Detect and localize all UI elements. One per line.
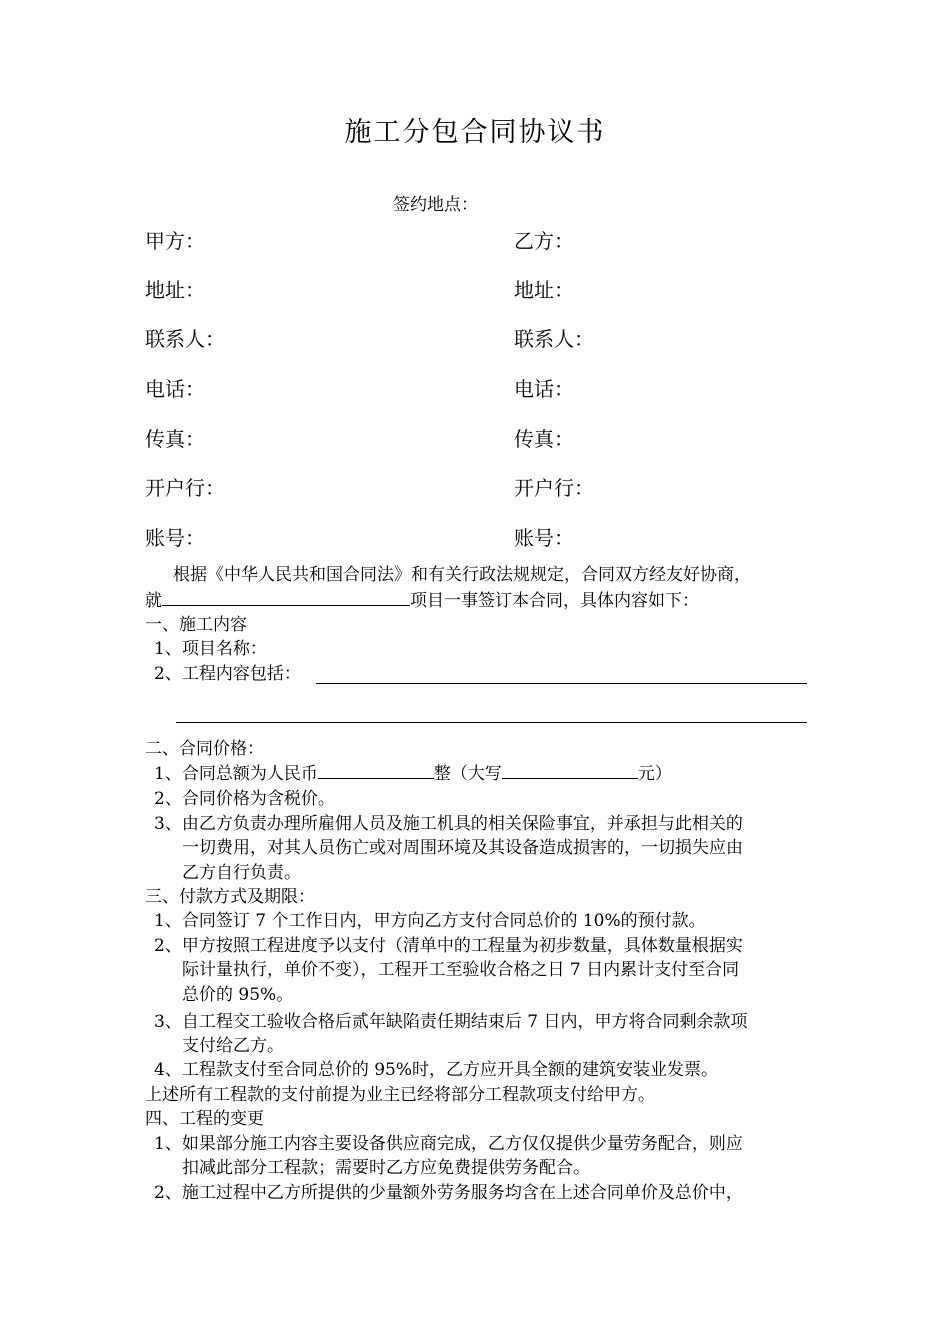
section-4-heading: 四、工程的变更 [145, 1109, 264, 1129]
contract-total-prefix: 1、合同总额为人民币 [154, 764, 318, 784]
party-a-fax-label: 传真： [145, 427, 205, 451]
party-b-contact-label: 联系人： [514, 327, 594, 351]
contract-total-suffix: 元） [637, 764, 672, 784]
preamble-suffix: 项目一事签订本合同，具体内容如下： [410, 591, 699, 611]
work-content-blank-line-1 [316, 683, 807, 684]
section-2-item-3-line-3: 乙方自行负责。 [182, 863, 301, 883]
section-1-item-1: 1、项目名称： [154, 639, 267, 659]
section-4-item-1-line-1: 1、如果部分施工内容主要设备供应商完成，乙方仅仅提供少量劳务配合，则应 [154, 1134, 743, 1154]
contract-total-middle: 整（大写 [433, 764, 502, 784]
section-2-item-2: 2、合同价格为含税价。 [154, 789, 335, 809]
section-3-item-2-line-3: 总价的 95%。 [182, 985, 294, 1005]
section-3-item-4: 4、工程款支付至合同总价的 95%时，乙方应开具全额的建筑安装业发票。 [154, 1060, 719, 1080]
party-a-account-label: 账号： [145, 526, 205, 550]
section-3-item-1: 1、合同签订 7 个工作日内，甲方向乙方支付合同总价的 10%的预付款。 [154, 911, 706, 931]
section-1-heading: 一、施工内容 [145, 615, 247, 635]
signing-location-label: 签约地点： [393, 195, 478, 215]
section-2-heading: 二、合同价格： [145, 739, 264, 759]
preamble-line-1: 根据《中华人民共和国合同法》和有关行政法规规定，合同双方经友好协商， [173, 565, 751, 585]
party-b-name-label: 乙方： [514, 229, 574, 253]
section-3-item-2-line-2: 际计量执行，单价不变），工程开工至验收合格之日 7 日内累计支付至合同 [182, 960, 740, 980]
preamble-line-2 [145, 589, 699, 613]
section-3-note: 上述所有工程款的支付前提为业主已经将部分工程款项支付给甲方。 [145, 1085, 655, 1105]
section-3-item-3-line-1: 3、自工程交工验收合格后贰年缺陷责任期结束后 7 日内，甲方将合同剩余款项 [154, 1012, 748, 1032]
preamble-prefix: 就 [145, 591, 162, 611]
party-b-phone-label: 电话： [514, 377, 574, 401]
page-title: 施工分包合同协议书 [344, 117, 606, 148]
party-a-phone-label: 电话： [145, 377, 205, 401]
party-b-address-label: 地址： [514, 278, 574, 302]
section-3-item-3-line-2: 支付给乙方。 [182, 1036, 284, 1056]
section-2-item-3-line-2: 一切费用，对其人员伤亡或对周围环境及其设备造成损害的，一切损失应由 [182, 838, 743, 858]
party-a-name-label: 甲方： [145, 229, 205, 253]
party-b-fax-label: 传真： [514, 427, 574, 451]
section-4-item-1-line-2: 扣减此部分工程款；需要时乙方应免费提供劳务配合。 [182, 1158, 590, 1178]
amount-in-words-blank-line [502, 762, 638, 779]
section-2-item-1 [154, 762, 672, 786]
section-4-item-2-line-1: 2、施工过程中乙方所提供的少量额外劳务服务均含在上述合同单价及总价中， [154, 1183, 743, 1203]
section-2-item-3-line-1: 3、由乙方负责办理所雇佣人员及施工机具的相关保险事宜，并承担与此相关的 [154, 814, 743, 834]
section-3-item-2-line-1: 2、甲方按照工程进度予以支付（清单中的工程量为初步数量，具体数量根据实 [154, 936, 743, 956]
amount-blank-line [318, 762, 434, 779]
party-b-bank-label: 开户行： [514, 476, 594, 500]
party-a-contact-label: 联系人： [145, 327, 225, 351]
project-blank-line [162, 589, 410, 606]
party-a-bank-label: 开户行： [145, 476, 225, 500]
work-content-blank-line-2 [176, 722, 807, 723]
section-1-item-2: 2、工程内容包括： [154, 664, 301, 684]
party-a-address-label: 地址： [145, 278, 205, 302]
section-3-heading: 三、付款方式及期限： [145, 887, 315, 907]
party-b-account-label: 账号： [514, 526, 574, 550]
